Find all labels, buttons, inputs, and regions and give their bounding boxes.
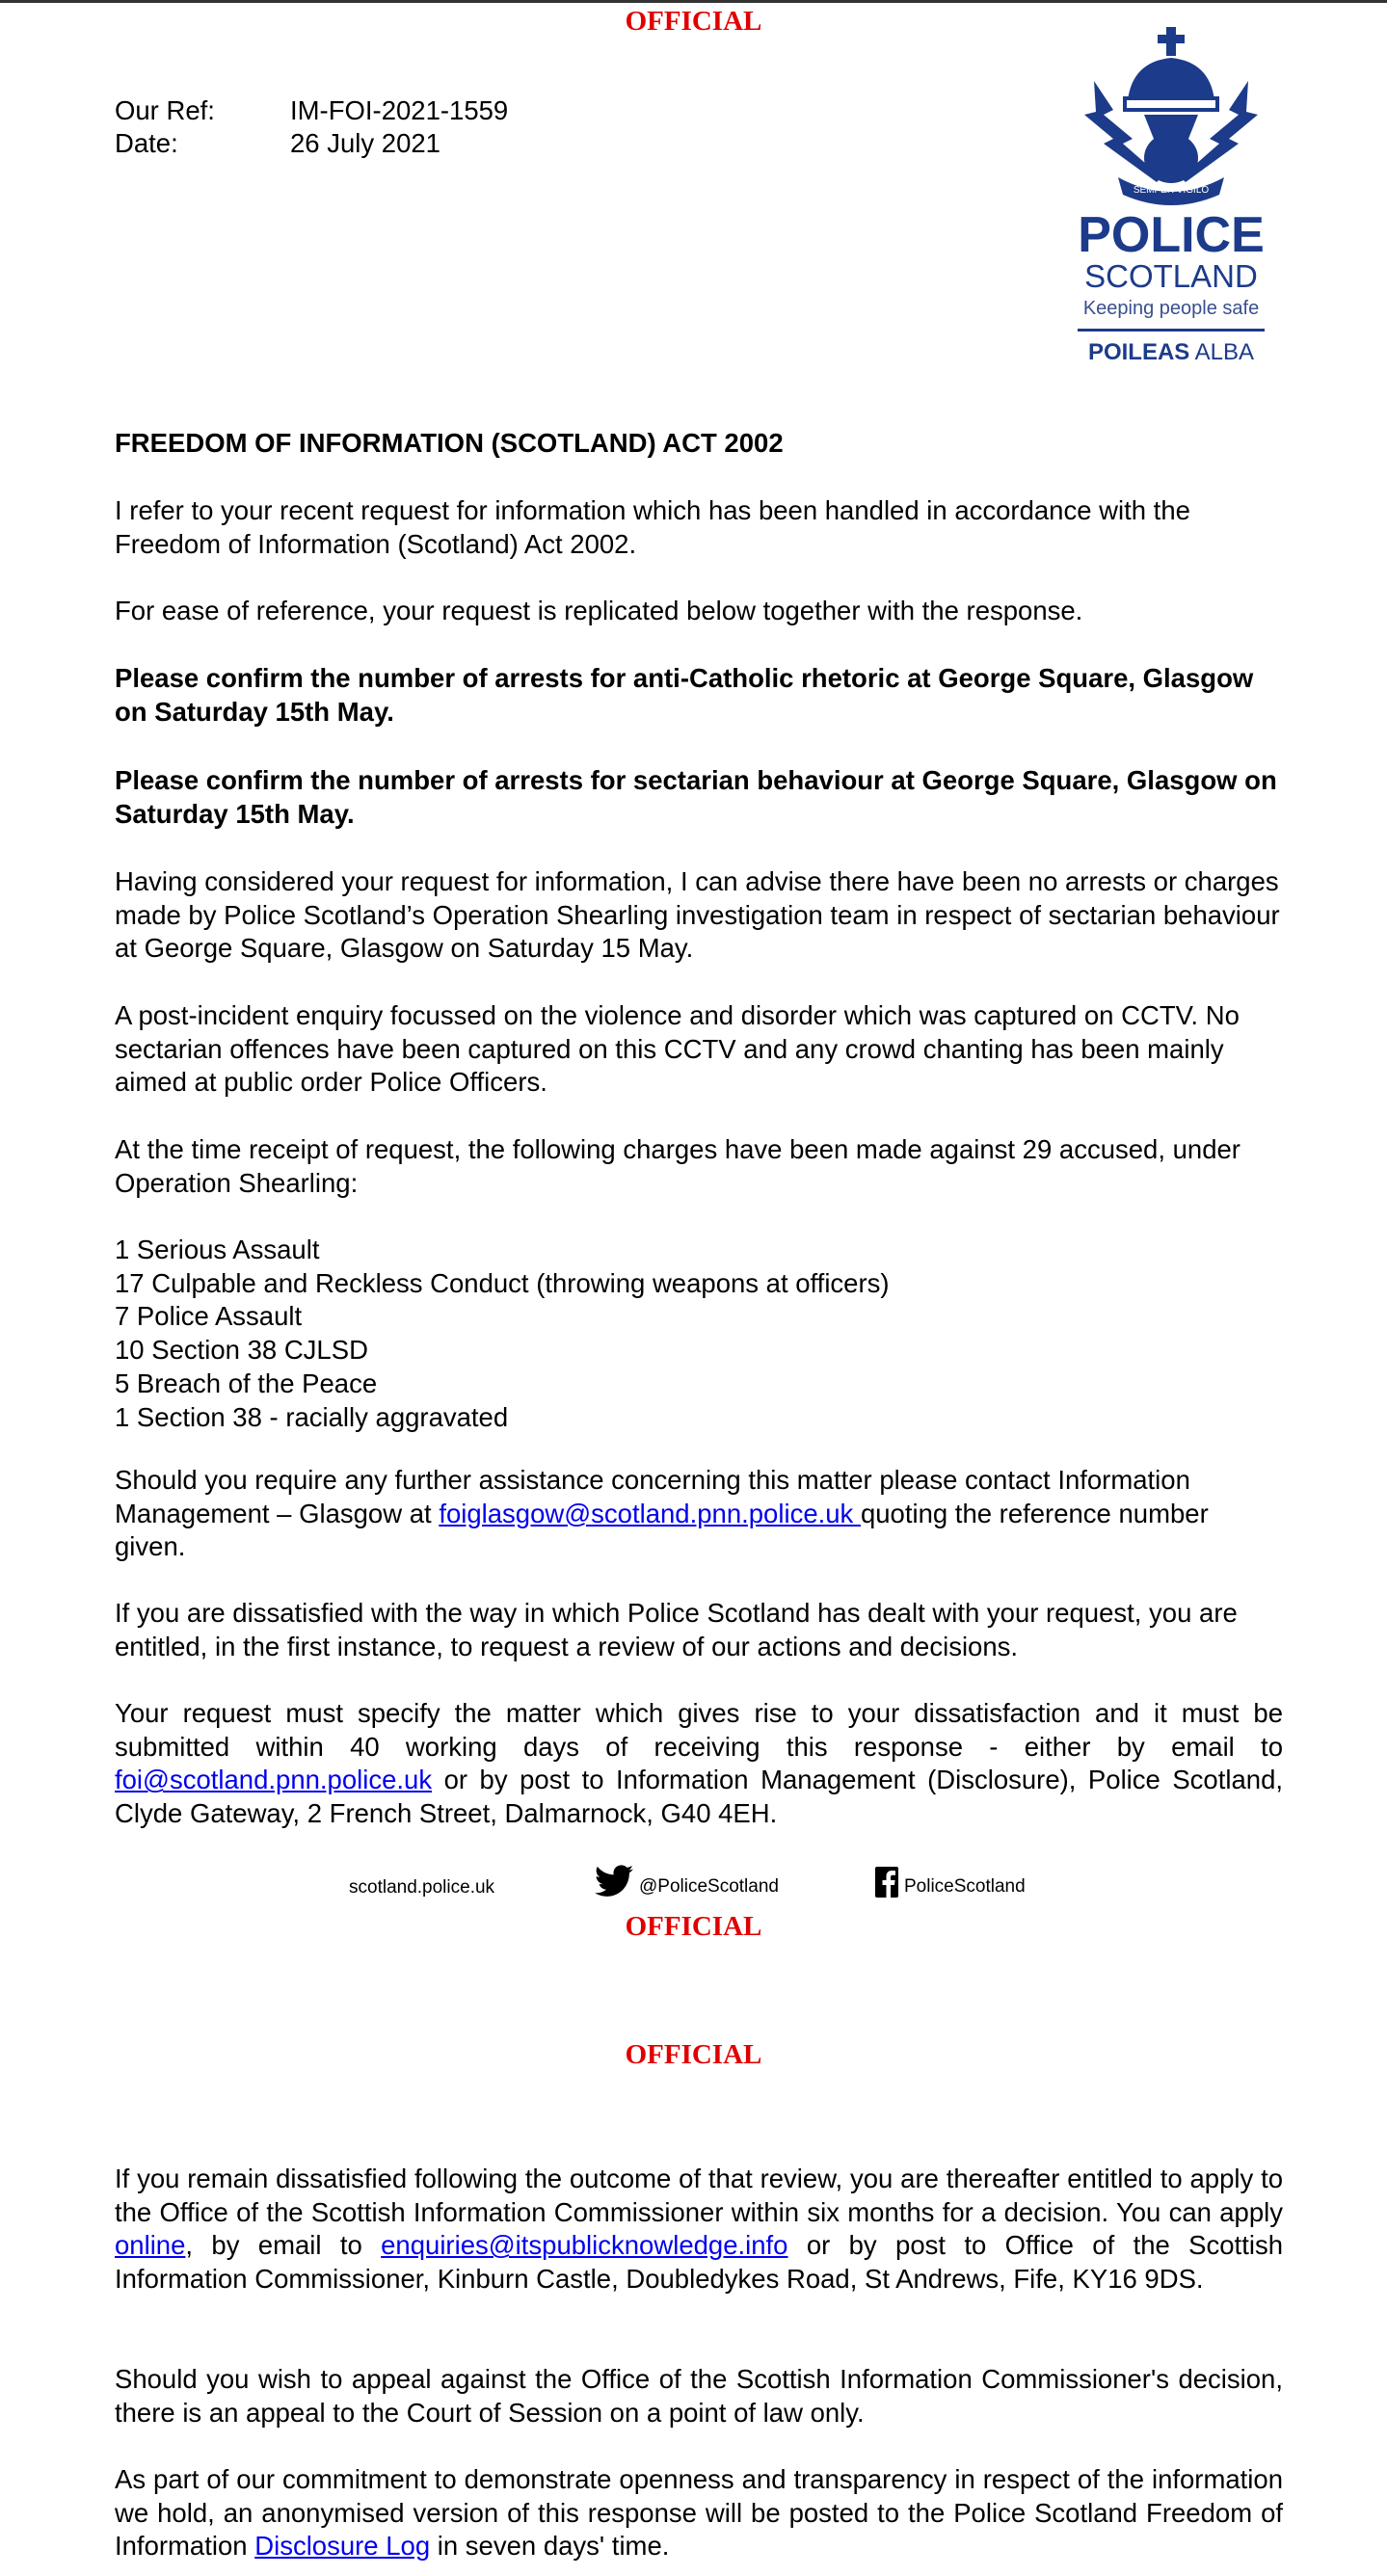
foiglasgow-email-link[interactable]: foiglasgow@scotland.pnn.police.uk (439, 1498, 861, 1528)
footer-twitter[interactable] (595, 1865, 779, 1898)
foi-email-link[interactable]: foi@scotland.pnn.police.uk (115, 1765, 433, 1795)
assistance-paragraph (115, 1464, 1283, 1564)
disclosure-log-link[interactable]: Disclosure Log (254, 2531, 431, 2562)
disclosure-text-end: in seven days' time. (430, 2531, 670, 2562)
charge-item: 10 Section 38 CJLSD (115, 1335, 368, 1366)
charge-item: 1 Serious Assault (115, 1235, 320, 1264)
assistance-text: Should you require any further assistance concerning this matter please contact Information Management – Glasgow at (115, 1465, 1190, 1528)
assistance-text-end: quoting the reference number given. (115, 1498, 1209, 1562)
charge-item: 7 Police Assault (115, 1301, 303, 1332)
disclosure-paragraph (115, 2463, 1283, 2563)
logo-poileas: POILEAS (1087, 339, 1190, 365)
footer-facebook[interactable] (875, 1867, 1026, 1898)
request-question-1: Please confirm the number of arrests for anti-Catholic rhetoric at George Square, Glasgow on Saturday 15th May. (115, 663, 1254, 727)
review-paragraph: If you are dissatisfied with the way in which Police Scotland has dealt with your request, you are entitled, in the first instance, to request a review of our actions and decisions. (115, 1598, 1238, 1661)
charge-item: 17 Culpable and Reckless Conduct (throwing weapons at officers) (115, 1267, 890, 1298)
date-label: Date: (115, 128, 178, 158)
facebook-icon (875, 1867, 898, 1898)
review-text: Your request must specify the matter which gives rise to your dissatisfaction and it must be submitted within 40 working days of receiving this response - either by email to (115, 1698, 1283, 1762)
intro-paragraph: I refer to your recent request for information which has been handled in accordance with the Freedom of Information (Scotland) Act 2002. (115, 495, 1190, 559)
logo-tagline: Keeping people safe (1082, 298, 1260, 319)
our-ref-row (115, 94, 508, 127)
official-marking-page2: OFFICIAL (625, 2039, 762, 2070)
foi-act-heading: FREEDOM OF INFORMATION (SCOTLAND) ACT 2002 (115, 428, 784, 458)
crest-icon (1075, 23, 1267, 206)
review-text-end: or by post to Information Management (Disclosure), Police Scotland, Clyde Gateway, 2 French Street, Dalmarnock, G40 4EH. (115, 1765, 1283, 1829)
commissioner-paragraph (115, 2163, 1283, 2297)
enquiries-email-link[interactable]: enquiries@itspublicknowledge.info (381, 2230, 788, 2261)
cctv-paragraph: A post-incident enquiry focussed on the violence and disorder which was captured on CCTV. No sectarian offences have been captured on this CCTV and any crowd chanting has been mainly aimed at public order Police Officers. (115, 1000, 1240, 1098)
footer-website[interactable] (349, 1877, 494, 1899)
police-scotland-logo (1060, 23, 1282, 372)
date-value: 26 July 2021 (290, 128, 440, 158)
appeal-paragraph: Should you wish to appeal against the Office of the Scottish Information Commissioner's decision, there is an appeal to the Court of Session on a point of law only. (115, 2364, 1283, 2428)
our-ref-label: Our Ref: (115, 95, 215, 125)
logo-scotland: SCOTLAND (1084, 258, 1258, 294)
reference-paragraph: For ease of reference, your request is replicated below together with the response. (115, 596, 1083, 625)
response-paragraph: Having considered your request for information, I can advise there have been no arrests or charges made by Police Scotland’s Operation Shearling investigation team in respect of sectarian behaviour at George Square, Glasgow on Saturday 15 May. (115, 866, 1280, 964)
charge-item: 5 Breach of the Peace (115, 1368, 378, 1398)
charges-list (115, 1234, 1283, 1434)
commissioner-text-3: or by post to Office of the Scottish Information Commissioner, Kinburn Castle, Doubledykes Road, St Andrews, Fife, KY16 9DS. (115, 2230, 1283, 2295)
our-ref-value: IM-FOI-2021-1559 (290, 95, 509, 125)
twitter-handle[interactable]: @PoliceScotland (639, 1876, 779, 1897)
facebook-handle[interactable]: PoliceScotland (904, 1876, 1026, 1897)
online-link[interactable]: online (115, 2230, 186, 2261)
top-border (0, 0, 1387, 3)
disclosure-text: As part of our commitment to demonstrate openness and transparency in respect of the information we hold, an anonymised version of this response will be posted to the Police Scotland Freedom of Information (115, 2464, 1283, 2562)
logo-police: POLICE (1078, 207, 1265, 263)
website-text[interactable]: scotland.police.uk (349, 1877, 495, 1898)
request-question-2: Please confirm the number of arrests for sectarian behaviour at George Square, Glasgow on Saturday 15th May. (115, 765, 1277, 829)
charges-intro: At the time receipt of request, the following charges have been made against 29 accused, under Operation Shearling: (115, 1134, 1240, 1198)
logo-alba: ALBA (1194, 339, 1255, 365)
review-request-paragraph (115, 1697, 1283, 1831)
official-marking-footer: OFFICIAL (625, 1911, 762, 1942)
commissioner-text-2: , by email to (185, 2230, 382, 2261)
svg-text:SEMPER VIGILO: SEMPER VIGILO (1133, 185, 1210, 196)
official-marking-top: OFFICIAL (625, 6, 762, 37)
commissioner-text: If you remain dissatisfied following the outcome of that review, you are thereafter entitled to apply to the Office of the Scottish Information Commissioner within six months for a decision. You can apply (115, 2164, 1283, 2227)
date-row (115, 127, 440, 160)
twitter-icon (595, 1865, 633, 1898)
charge-item: 1 Section 38 - racially aggravated (115, 1401, 509, 1432)
